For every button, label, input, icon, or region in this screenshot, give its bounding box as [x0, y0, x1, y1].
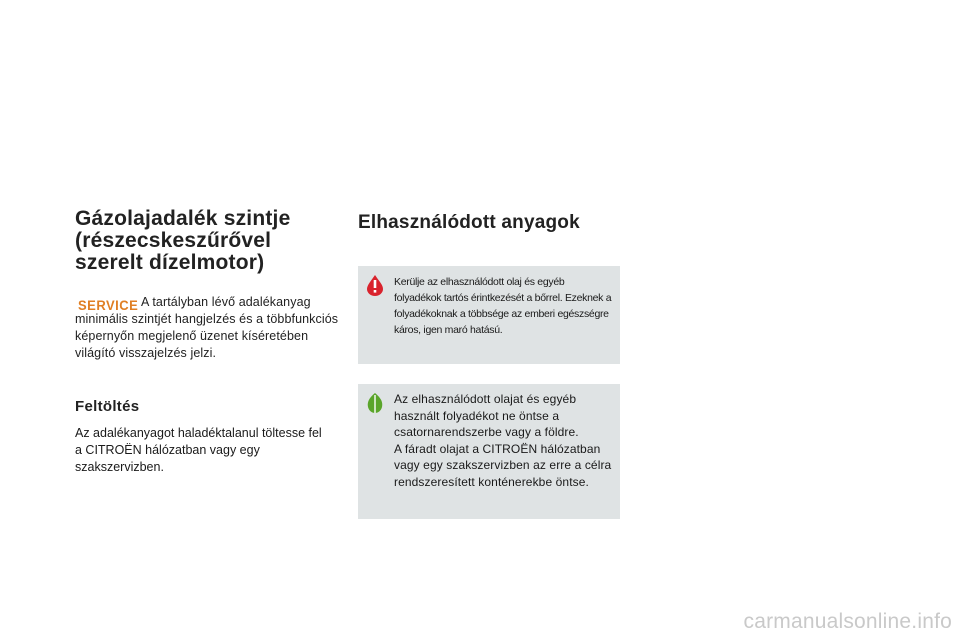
watermark: carmanualsonline.info [743, 610, 952, 633]
warning-text: Kerülje az elhasználódott olaj és egyéb folyadékok tartós érintkezését a bőrrel. Ezeknek a folyadékoknak a többsége az emberi egészségre káros, igen maró hatású. [394, 276, 612, 336]
warning-box [358, 266, 620, 364]
section-title-filling: Feltöltés [75, 398, 140, 415]
service-row [75, 294, 340, 362]
eco-text: Az elhasználódott olajat és egyéb használt folyadékot ne öntse a csatornarendszerbe vagy a földre. A fáradt olajat a CITROËN hálózatban vagy egy szakszervizben az erre a célra rendszeresített konténerekbe öntse. [394, 392, 612, 489]
service-warning-icon: SERVICE [78, 297, 139, 314]
section-title-additive: Gázolajadalék szintje (részecskeszűrővel szerelt dízelmotor) [75, 207, 291, 274]
filling-description: Az adalékanyagot haladéktalanul töltesse fel a CITROËN hálózatban vagy egy szakszervizben. [75, 426, 322, 474]
section-title-waste: Elhasználódott anyagok [358, 212, 580, 233]
left-column [75, 208, 340, 476]
eco-box [358, 384, 620, 519]
eco-leaf-icon [366, 392, 384, 414]
right-column-header [358, 212, 620, 234]
service-description: A tartályban lévő adalékanyag minimális szintjét hangjelzés és a többfunkciós képernyőn megjelenő üzenet kíséretében világító visszajelzés jelzi. [75, 295, 339, 360]
warning-drop-icon [366, 274, 384, 296]
